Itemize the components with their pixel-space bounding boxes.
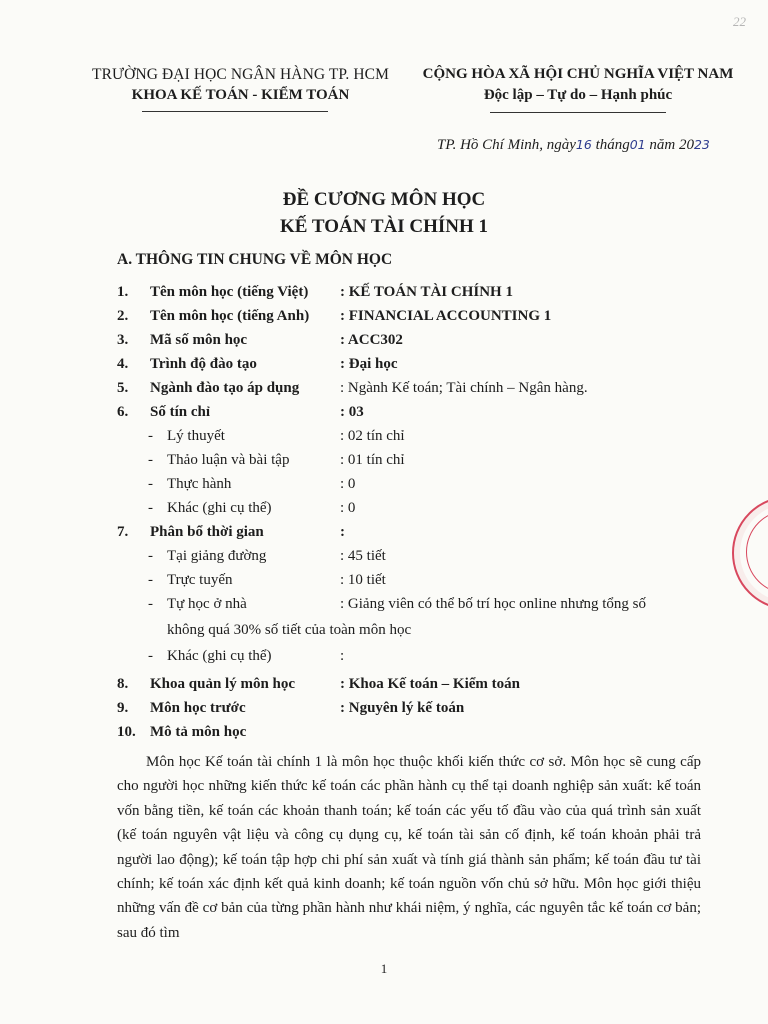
header-left-rule: [142, 111, 328, 112]
item-number: 4.: [117, 356, 129, 372]
sub-label: Lý thuyết: [167, 428, 225, 444]
sub-value: : 0: [340, 500, 356, 516]
sub-dash: -: [148, 572, 153, 588]
item-value: : Ngành Kế toán; Tài chính – Ngân hàng.: [340, 380, 588, 396]
item-value: : Khoa Kế toán – Kiểm toán: [340, 676, 520, 692]
sub-label: Tại giảng đường: [167, 548, 267, 564]
item-value: : ACC302: [340, 332, 403, 348]
item-label: Tên môn học (tiếng Việt): [150, 284, 309, 300]
sub-dash: -: [148, 428, 153, 444]
info-row: [0, 356, 768, 378]
item-label: Ngành đào tạo áp dụng: [150, 380, 300, 396]
sub-row: [0, 452, 768, 474]
page-number: 1: [380, 961, 388, 976]
item-label: Mô tả môn học: [150, 724, 247, 740]
sub-label: Thực hành: [167, 476, 232, 492]
item-number: 3.: [117, 332, 129, 348]
faculty-name: KHOA KẾ TOÁN - KIỂM TOÁN: [131, 87, 350, 103]
sub-label: Trực tuyến: [167, 572, 233, 588]
date-month: 01: [629, 137, 646, 152]
sub-row: [0, 500, 768, 522]
course-title: KẾ TOÁN TÀI CHÍNH 1: [280, 216, 488, 237]
item-number: 1.: [117, 284, 129, 300]
info-row: [0, 404, 768, 426]
sub-value: : Giảng viên có thể bố trí học online nhưng tổng số: [340, 596, 646, 612]
sub-row: [0, 596, 768, 618]
sub-dash: -: [148, 500, 153, 516]
info-row: [0, 284, 768, 306]
item-number: 5.: [117, 380, 129, 396]
institution-header: [88, 66, 393, 104]
info-row: [0, 332, 768, 354]
national-motto: Độc lập – Tự do – Hạnh phúc: [483, 87, 673, 103]
sub-row: [0, 548, 768, 570]
sub-label: Tự học ở nhà: [167, 596, 247, 612]
sub-dash: -: [148, 452, 153, 468]
info-row: [0, 380, 768, 402]
sub-row: [0, 428, 768, 450]
item-number: 8.: [117, 676, 129, 692]
info-row: [0, 724, 768, 746]
sub-value: : 02 tín chỉ: [340, 428, 405, 444]
item-number: 6.: [117, 404, 129, 420]
sub-row: [0, 476, 768, 498]
date-day: 16: [575, 137, 592, 152]
page-mark: 22: [733, 14, 746, 29]
header-right-rule: [490, 112, 666, 113]
item-value: : FINANCIAL ACCOUNTING 1: [340, 308, 552, 324]
sub-dash: -: [148, 648, 153, 664]
date-year: 23: [693, 137, 710, 152]
item-label: Tên môn học (tiếng Anh): [150, 308, 310, 324]
sub-value: :: [340, 648, 345, 664]
info-row: [0, 524, 768, 546]
sub-row: [0, 572, 768, 594]
national-header: [418, 66, 738, 104]
sub-continuation: không quá 30% số tiết của toàn môn học: [167, 622, 412, 638]
item-number: 7.: [117, 524, 129, 540]
item-label: Số tín chỉ: [150, 404, 211, 420]
item-value: : Nguyên lý kế toán: [340, 700, 465, 716]
sub-dash: -: [148, 596, 153, 612]
info-row: [0, 676, 768, 698]
sub-dash: -: [148, 476, 153, 492]
sub-label: Thảo luận và bài tập: [167, 452, 290, 468]
dateline: [437, 137, 710, 154]
sub-row: [0, 648, 768, 670]
item-number: 10.: [117, 724, 136, 740]
sub-dash: -: [148, 548, 153, 564]
course-description: Môn học Kế toán tài chính 1 là môn học thuộc khối kiến thức cơ sở. Môn học sẽ cung cấp cho người học những kiến thức kế toán các phần hành cụ thể tại doanh nghiệp sản xuất: kế toán vốn bằng tiền, kế toán các khoản thanh toán; kế toán các yếu tố đầu vào của quá trình sản xuất (kế toán nguyên vật liệu và công cụ dụng cụ, kế toán tài sản cố định, kế toán khoản phải trả người lao động); kế toán tập hợp chi phí sản xuất và tính giá thành sản phẩm; kế toán đầu tư tài chính; kế toán xác định kết quả kinh doanh; kế toán nguồn vốn chủ sở hữu. Môn học giới thiệu những vấn đề cơ bản của từng phần hành như khái niệm, ý nghĩa, các nguyên tắc kế toán cơ bản; sau đó tìm: [117, 754, 701, 941]
date-month-label: tháng: [595, 137, 630, 153]
item-label: Môn học trước: [150, 700, 246, 716]
sub-value: : 01 tín chỉ: [340, 452, 405, 468]
item-label: Khoa quản lý môn học: [150, 676, 296, 692]
item-value: : KẾ TOÁN TÀI CHÍNH 1: [340, 284, 513, 300]
sub-value: : 45 tiết: [340, 548, 386, 564]
date-year-label: năm 20: [649, 137, 694, 153]
item-number: 9.: [117, 700, 129, 716]
sub-value: : 10 tiết: [340, 572, 386, 588]
info-row: [0, 308, 768, 330]
university-name: TRƯỜNG ĐẠI HỌC NGÂN HÀNG TP. HCM: [92, 66, 389, 83]
date-prefix: TP. Hồ Chí Minh, ngày: [437, 137, 576, 153]
section-heading: A. THÔNG TIN CHUNG VỀ MÔN HỌC: [117, 251, 393, 268]
item-label: Trình độ đào tạo: [150, 356, 257, 372]
item-value: : Đại học: [340, 356, 398, 372]
item-label: Phân bổ thời gian: [150, 524, 264, 540]
item-number: 2.: [117, 308, 129, 324]
item-value: :: [340, 524, 345, 540]
document-title: ĐỀ CƯƠNG MÔN HỌC: [282, 189, 486, 210]
sub-value: : 0: [340, 476, 356, 492]
sub-label: Khác (ghi cụ thể): [167, 500, 272, 516]
sub-label: Khác (ghi cụ thể): [167, 648, 272, 664]
item-value: : 03: [340, 404, 364, 420]
seal-inner-ring: [746, 510, 768, 594]
national-title: CỘNG HÒA XÃ HỘI CHỦ NGHĨA VIỆT NAM: [422, 66, 734, 82]
item-label: Mã số môn học: [150, 332, 248, 348]
info-row: [0, 700, 768, 722]
